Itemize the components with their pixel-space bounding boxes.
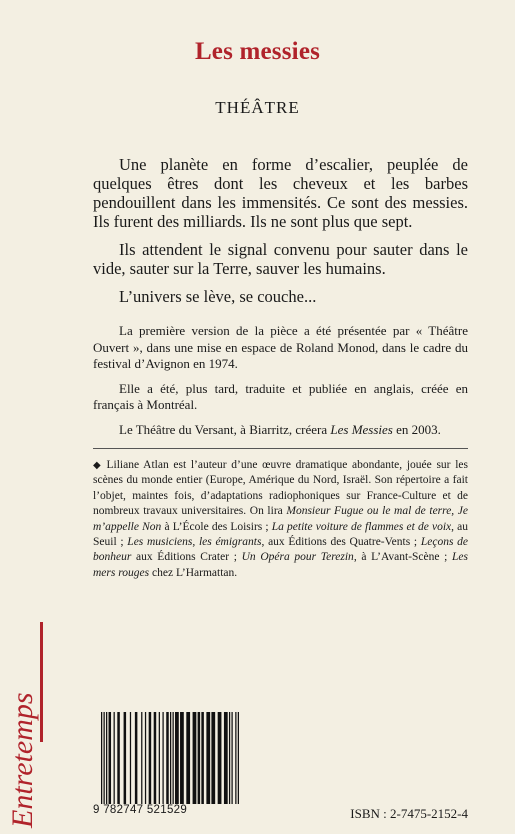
barcode-bar [186, 712, 190, 804]
text-run: Elle a été, plus tard, traduite et publiée en anglais, créée en français à Montréal. [93, 380, 468, 412]
barcode-bar [109, 712, 112, 804]
barcode-bar [235, 712, 236, 804]
barcode-bar [145, 712, 146, 804]
barcode-number: 9 782747 521529 [93, 804, 188, 816]
note-paragraph [93, 422, 468, 439]
barcode-bar [135, 712, 138, 804]
summary-block [93, 155, 468, 315]
production-notes [93, 323, 468, 446]
barcode-bar [231, 712, 232, 804]
barcode-bar [124, 712, 127, 804]
note-paragraph [93, 381, 468, 414]
diamond-icon: ◆ [93, 460, 103, 471]
barcode-bar [206, 712, 210, 804]
italic-title: Monsieur Fugue ou le mal de terre, Je m’appelle Non [93, 505, 468, 533]
text-run: , au Seuil ; [93, 520, 469, 549]
italic-title: Les Messies [330, 421, 393, 437]
italic-title: La petite voiture de flammes et de voix [271, 520, 452, 533]
barcode-bar [211, 712, 215, 804]
publisher-logo-text: Entretemps [6, 692, 39, 828]
book-title: Les messies [194, 38, 321, 65]
text-run: aux Éditions Crater ; [131, 551, 242, 564]
summary-paragraph: Ils attendent le signal convenu pour sauter dans le vide, sauter sur la Terre, sauver les humains. [93, 240, 468, 278]
barcode-bar [229, 712, 230, 804]
barcode-block [93, 712, 241, 818]
barcode-bar [224, 712, 228, 804]
barcode-bar [170, 712, 171, 804]
author-bio-text [93, 459, 468, 579]
text-run: Le Théâtre du Versant, à Biarritz, créera [119, 421, 331, 437]
italic-title: Les mers rouges [93, 551, 469, 579]
divider [93, 448, 468, 449]
italic-title: Un Opéra pour Terezin [241, 551, 354, 564]
barcode-bar [162, 712, 163, 804]
text-run: La première version de la pièce a été présentée par « Théâtre Ouvert », dans une mise en espace de Roland Monod, dans le cadre du festival d’Avignon en 1974. [93, 323, 468, 371]
barcode-bar [106, 712, 107, 804]
author-bio [93, 458, 468, 581]
barcode-bar [154, 712, 157, 804]
italic-title: Leçons de bonheur [93, 536, 469, 564]
barcode-bar [173, 712, 174, 804]
text-run: en 2003. [392, 421, 441, 437]
barcode-bar [159, 712, 160, 804]
summary-paragraph: Une planète en forme d’escalier, peuplée de quelques êtres dont les cheveux et les barbes pendouillent dans les immensités. Ce sont des messies. Ils furent des milliards. Ils ne sont plus que sept. [93, 155, 468, 231]
isbn-label: ISBN : 2-7475-2152-4 [350, 806, 468, 821]
barcode-bar [114, 712, 115, 804]
barcode-bar [175, 712, 179, 804]
summary-paragraph: L’univers se lève, se couche... [119, 287, 317, 306]
barcode-bar [180, 712, 184, 804]
text-run: Liliane Atlan est l’auteur d’une œuvre dramatique abondante, jouée sur les scènes du monde entier (Europe, Amérique du Nord, Israël. Son répertoire a fait l’objet, maintes fois, d’adaptations radiophoniques sur France-Culture et de nombreux travaux universitaires. On lira [93, 459, 468, 518]
barcode-bar [218, 712, 222, 804]
text-run: , à L’Avant-Scène ; [353, 551, 453, 564]
note-paragraph [93, 323, 468, 373]
barcode-bar [130, 712, 131, 804]
barcode-bar [101, 712, 102, 804]
barcode-bar [201, 712, 204, 804]
barcode-bar [149, 712, 152, 804]
text-run: à L’École des Loisirs ; [161, 520, 272, 533]
publisher-logo [2, 690, 82, 830]
barcode-bar [104, 712, 105, 804]
barcode-bar [238, 712, 239, 804]
barcode-bar [193, 712, 197, 804]
barcode-icon [101, 712, 239, 804]
italic-title: Les musiciens, les émigrants [127, 536, 262, 549]
genre-label: THÉÂTRE [215, 98, 300, 117]
barcode-bar [117, 712, 120, 804]
barcode-bar [166, 712, 169, 804]
barcode-bar [198, 712, 201, 804]
text-run: , aux Éditions des Quatre-Vents ; [261, 536, 421, 549]
text-run: chez L’Harmattan. [149, 566, 238, 579]
barcode-bar [141, 712, 142, 804]
